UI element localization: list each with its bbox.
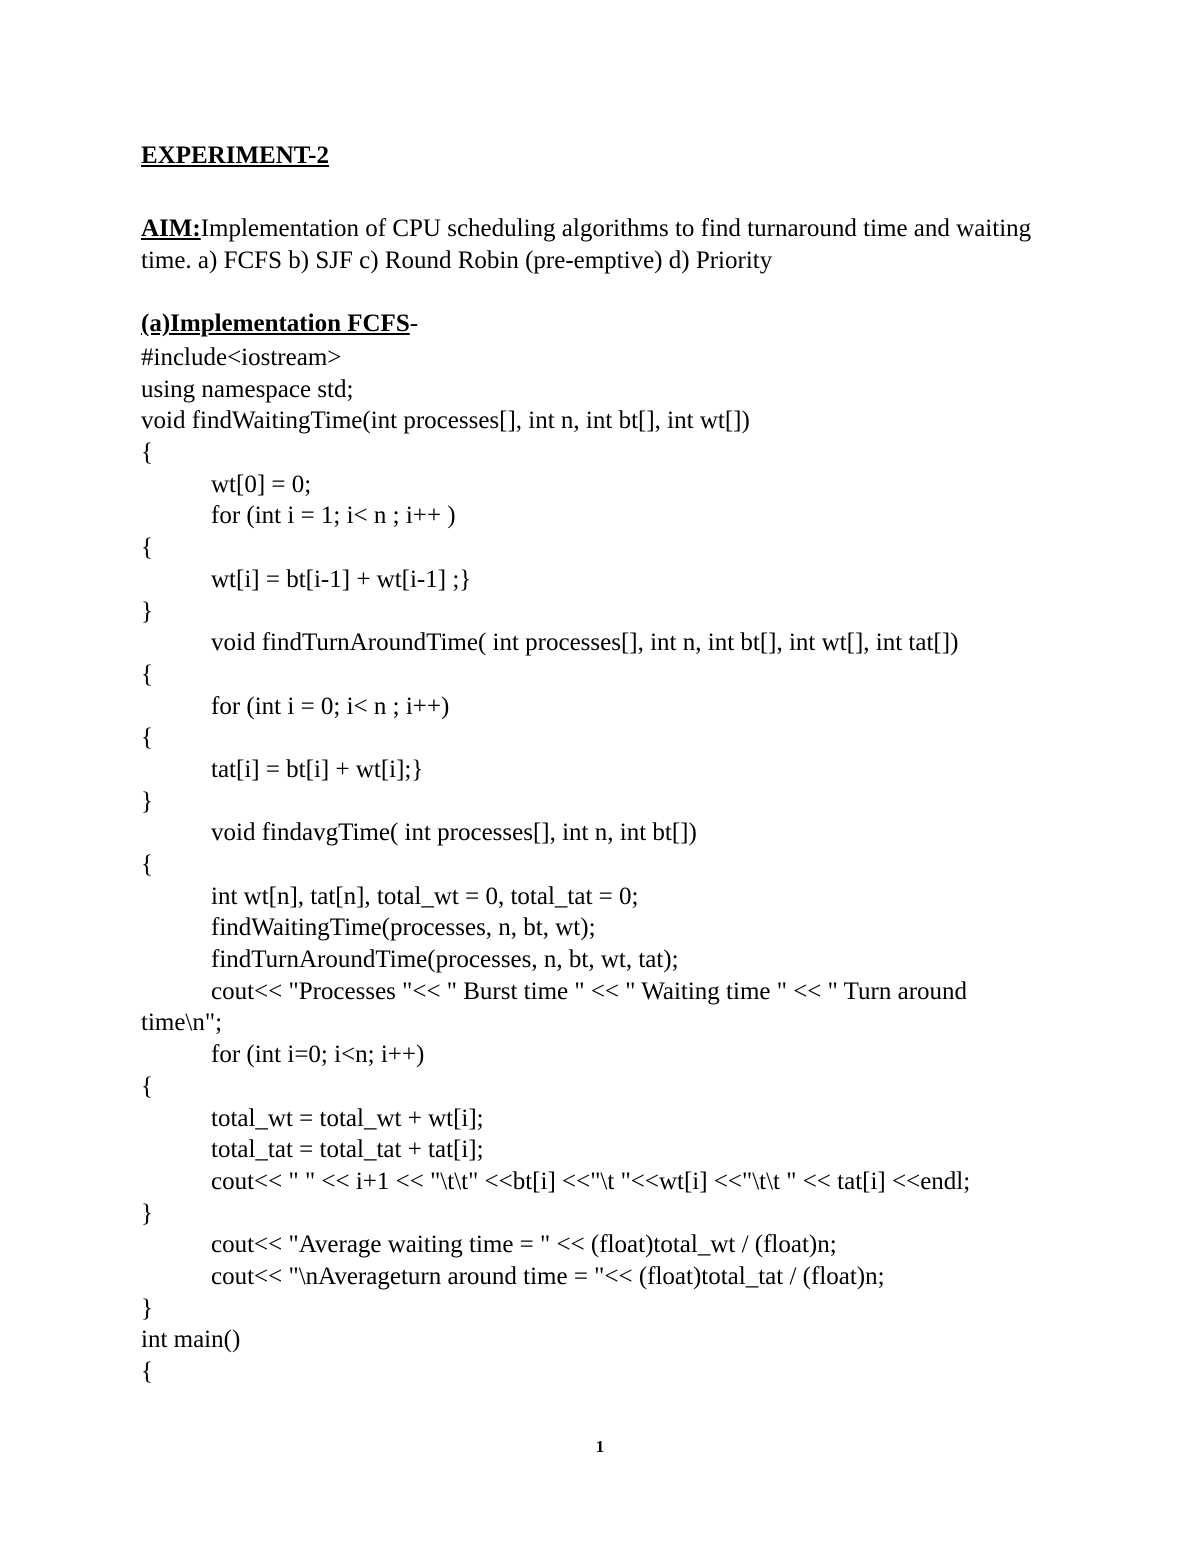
code-line: void findWaitingTime(int processes[], int n, int bt[], int wt[]): [141, 407, 750, 435]
code-line: {: [141, 660, 153, 688]
code-line: #include<iostream>: [141, 344, 342, 371]
code-line: using namespace std;: [141, 375, 354, 403]
code-line: for (int i=0; i<n; i++): [211, 1041, 425, 1069]
aim-paragraph: [141, 213, 1071, 277]
aim-label: AIM:: [141, 215, 201, 242]
code-line: for (int i = 1; i< n ; i++ ): [211, 502, 456, 530]
code-line: int wt[n], tat[n], total_wt = 0, total_tat = 0;: [211, 882, 639, 910]
code-line: findWaitingTime(processes, n, bt, wt);: [211, 914, 596, 942]
code-line: }: [141, 1199, 153, 1227]
code-line: time\n";: [141, 1009, 223, 1037]
code-line: cout<< "\nAverageturn around time = "<< (float)total_tat / (float)n;: [211, 1262, 885, 1290]
section-heading-text: (a)Implementation FCFS: [141, 310, 410, 337]
code-line: wt[i] = bt[i-1] + wt[i-1] ;}: [211, 565, 472, 593]
code-line: findTurnAroundTime(processes, n, bt, wt, tat);: [211, 946, 679, 974]
code-line: }: [141, 1294, 153, 1322]
code-line: {: [141, 1072, 153, 1100]
code-line: }: [141, 787, 153, 815]
code-line: {: [141, 724, 153, 752]
code-line: {: [141, 1358, 153, 1385]
code-line: total_tat = total_tat + tat[i];: [211, 1136, 484, 1164]
code-block: [141, 342, 1071, 1388]
code-line: cout<< "Average waiting time = " << (float)total_wt / (float)n;: [211, 1231, 837, 1259]
code-line: }: [141, 597, 153, 625]
code-line: wt[0] = 0;: [211, 470, 312, 498]
code-line: int main(): [141, 1326, 241, 1354]
code-line: cout<< " " << i+1 << "\t\t" <<bt[i] <<"\t "<<wt[i] <<"\t\t " << tat[i] <<endl;: [211, 1167, 971, 1195]
code-line: cout<< "Processes "<< " Burst time " << " Waiting time " << " Turn around: [211, 977, 968, 1005]
section-heading: [141, 310, 418, 338]
code-line: {: [141, 851, 153, 878]
code-line: {: [141, 534, 153, 562]
code-line: void findTurnAroundTime( int processes[], int n, int bt[], int wt[], int tat[]): [211, 629, 959, 657]
aim-text: Implementation of CPU scheduling algorithms to find turnaround time and waiting time. a) FCFS b) SJF c) Round Robin (pre-emptive) d) Priority: [141, 215, 1032, 274]
code-line: void findavgTime( int processes[], int n, int bt[]): [211, 819, 697, 847]
section-heading-suffix: -: [409, 310, 419, 337]
document-title: EXPERIMENT-2: [141, 142, 329, 169]
page-number: 1: [595, 1437, 605, 1456]
code-line: tat[i] = bt[i] + wt[i];}: [211, 755, 424, 783]
code-line: total_wt = total_wt + wt[i];: [211, 1104, 484, 1132]
code-line: {: [141, 439, 153, 467]
code-line: for (int i = 0; i< n ; i++): [211, 692, 450, 720]
